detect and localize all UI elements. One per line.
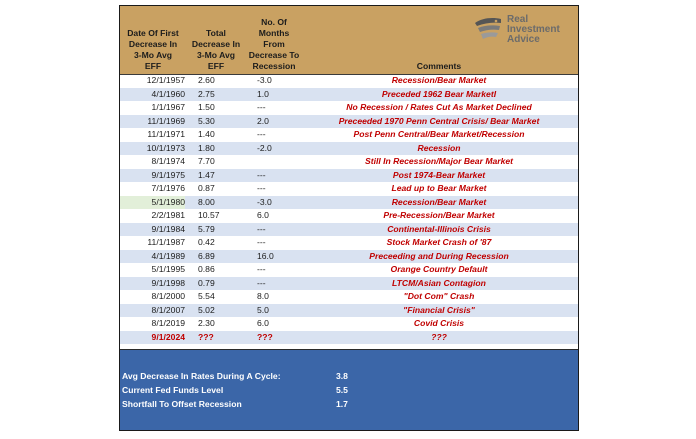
months-cell: 6.0 bbox=[257, 210, 269, 220]
date-cell: 8/1/2000 bbox=[151, 291, 185, 301]
months-cell: --- bbox=[257, 277, 266, 288]
date-cell: 8/1/2019 bbox=[151, 318, 185, 328]
months-cell: -2.0 bbox=[257, 142, 272, 153]
table-header bbox=[120, 6, 578, 75]
decrease-cell: 0.86 bbox=[198, 264, 215, 274]
header-text: Comments bbox=[416, 61, 462, 71]
header-months-to-recession bbox=[244, 6, 304, 74]
date-cell: 5/1/1995 bbox=[151, 264, 185, 274]
comment-cell: Lead up to Bear Market bbox=[391, 183, 487, 193]
decrease-cell: 10.57 bbox=[198, 210, 220, 220]
date-cell: 11/1/1987 bbox=[147, 237, 185, 247]
header-text: Decrease In bbox=[128, 39, 178, 49]
date-cell: 7/1/1976 bbox=[151, 183, 185, 193]
logo-text-line: Investment bbox=[507, 24, 560, 35]
table-row bbox=[120, 169, 578, 183]
summary-value-current-fed-funds: 5.5 bbox=[336, 385, 348, 395]
months-cell: 8.0 bbox=[257, 291, 269, 301]
months-cell: --- bbox=[257, 169, 266, 180]
table-row bbox=[120, 74, 578, 88]
table-row bbox=[120, 236, 578, 250]
date-cell: 10/1/1973 bbox=[146, 142, 185, 153]
table-row bbox=[120, 277, 578, 291]
date-cell: 1/1/1967 bbox=[151, 102, 185, 112]
decrease-cell: 2.75 bbox=[198, 88, 215, 99]
decrease-cell: 7.70 bbox=[198, 156, 215, 166]
date-cell: 8/1/2007 bbox=[151, 304, 185, 315]
table-row bbox=[120, 155, 578, 169]
months-cell: 5.0 bbox=[257, 304, 269, 315]
date-cell: 9/1/2024 bbox=[151, 331, 185, 342]
date-cell: 9/1/1984 bbox=[151, 223, 185, 234]
comment-cell: Recession bbox=[417, 142, 461, 153]
table-body bbox=[120, 74, 578, 344]
summary-value-shortfall: 1.7 bbox=[336, 399, 348, 409]
header-text: Months bbox=[258, 28, 290, 38]
months-cell: --- bbox=[257, 264, 266, 274]
table-row bbox=[120, 142, 578, 156]
header-total-decrease bbox=[186, 6, 246, 74]
table-row bbox=[120, 101, 578, 115]
months-cell: --- bbox=[257, 223, 266, 234]
date-cell: 11/1/1971 bbox=[147, 129, 185, 139]
date-cell: 5/1/1980 bbox=[120, 196, 185, 210]
header-text: 3-Mo Avg bbox=[133, 50, 173, 60]
months-cell: -3.0 bbox=[257, 196, 272, 207]
table-row bbox=[120, 250, 578, 264]
header-text: From bbox=[263, 39, 285, 49]
comment-cell: "Financial Crisis" bbox=[403, 304, 475, 315]
comment-cell: Recession/Bear Market bbox=[391, 196, 487, 207]
summary-value-avg-decrease: 3.8 bbox=[336, 371, 348, 381]
comment-cell: ??? bbox=[431, 331, 447, 342]
table-row bbox=[120, 317, 578, 331]
table-row bbox=[120, 304, 578, 318]
header-date-first-decrease bbox=[120, 6, 186, 74]
months-cell: 6.0 bbox=[257, 318, 269, 328]
spreadsheet-table bbox=[119, 5, 579, 431]
date-cell: 4/1/1960 bbox=[151, 88, 185, 99]
summary-label-avg-decrease: Avg Decrease In Rates During A Cycle: bbox=[122, 371, 281, 381]
header-text: Recession bbox=[252, 61, 296, 71]
decrease-cell: 0.87 bbox=[198, 183, 215, 193]
comment-cell: Pre-Recession/Bear Market bbox=[383, 210, 495, 220]
decrease-cell: 1.80 bbox=[198, 142, 215, 153]
date-cell: 2/2/1981 bbox=[151, 210, 185, 220]
months-cell: -3.0 bbox=[257, 75, 272, 85]
comment-cell: Post Penn Central/Bear Market/Recession bbox=[353, 129, 525, 139]
header-text: Date Of First bbox=[127, 28, 179, 38]
decrease-cell: 5.79 bbox=[198, 223, 215, 234]
decrease-cell: 6.89 bbox=[198, 250, 215, 261]
date-cell: 9/1/1998 bbox=[151, 277, 185, 288]
comment-cell: Stock Market Crash of '87 bbox=[386, 237, 492, 247]
table-row bbox=[120, 128, 578, 142]
table-row bbox=[120, 290, 578, 304]
summary-label-current-fed-funds: Current Fed Funds Level bbox=[122, 385, 224, 395]
comment-cell: Recession/Bear Market bbox=[391, 75, 487, 85]
date-cell: 8/1/1974 bbox=[151, 156, 185, 166]
table-row bbox=[120, 182, 578, 196]
comment-cell: No Recession / Rates Cut As Market Declined bbox=[346, 102, 532, 112]
decrease-cell: 5.30 bbox=[198, 115, 215, 126]
date-cell: 11/1/1969 bbox=[147, 115, 185, 126]
table-row bbox=[120, 331, 578, 345]
comment-cell: Covid Crisis bbox=[413, 318, 465, 328]
decrease-cell: 1.40 bbox=[198, 129, 215, 139]
real-investment-advice-logo bbox=[474, 15, 574, 49]
table-row bbox=[120, 196, 578, 210]
comment-cell: Preceeding and During Recession bbox=[369, 250, 509, 261]
logo-text-line: Advice bbox=[507, 34, 540, 45]
table-row bbox=[120, 115, 578, 129]
decrease-cell: 8.00 bbox=[198, 196, 215, 207]
comment-cell: LTCM/Asian Contagion bbox=[392, 277, 486, 288]
header-text: 3-Mo Avg bbox=[196, 50, 236, 60]
header-text: No. Of bbox=[261, 17, 287, 27]
decrease-cell: 0.79 bbox=[198, 277, 215, 288]
months-cell: --- bbox=[257, 183, 266, 193]
comment-cell: Continental-Illinois Crisis bbox=[387, 223, 491, 234]
decrease-cell: 1.47 bbox=[198, 169, 215, 180]
table-row bbox=[120, 263, 578, 277]
comment-cell: Still In Recession/Major Bear Market bbox=[364, 156, 514, 166]
decrease-cell: 5.02 bbox=[198, 304, 215, 315]
decrease-cell: 5.54 bbox=[198, 291, 215, 301]
months-cell: --- bbox=[257, 237, 266, 247]
comment-cell: "Dot Com" Crash bbox=[403, 291, 475, 301]
comment-cell: Preceded 1962 Bear MarketI bbox=[381, 88, 497, 99]
comment-cell: Orange Country Default bbox=[390, 264, 488, 274]
decrease-cell: ??? bbox=[198, 331, 214, 342]
header-text: Total bbox=[206, 28, 226, 38]
header-text: Decrease To bbox=[248, 50, 300, 60]
table-row bbox=[120, 209, 578, 223]
header-text: Decrease In bbox=[191, 39, 241, 49]
logo-wordmark bbox=[507, 15, 560, 45]
decrease-cell: 0.42 bbox=[198, 237, 215, 247]
decrease-cell: 2.30 bbox=[198, 318, 215, 328]
months-cell: 1.0 bbox=[257, 88, 269, 99]
header-text: EFF bbox=[207, 61, 225, 71]
summary-panel bbox=[120, 349, 578, 431]
table-row bbox=[120, 88, 578, 102]
summary-label-shortfall: Shortfall To Offset Recession bbox=[122, 399, 242, 409]
date-cell: 12/1/1957 bbox=[146, 75, 185, 85]
months-cell: --- bbox=[257, 102, 266, 112]
months-cell: 2.0 bbox=[257, 115, 269, 126]
date-cell: 4/1/1989 bbox=[151, 250, 185, 261]
comment-cell: Preceeded 1970 Penn Central Crisis/ Bear Market bbox=[338, 115, 540, 126]
months-cell: 16.0 bbox=[257, 250, 274, 261]
eagle-logo-icon bbox=[474, 15, 502, 43]
table-row bbox=[120, 223, 578, 237]
comment-cell: Post 1974-Bear Market bbox=[392, 169, 486, 180]
decrease-cell: 1.50 bbox=[198, 102, 215, 112]
logo-text-line: Real bbox=[507, 14, 529, 25]
months-cell: ??? bbox=[257, 331, 273, 342]
date-cell: 9/1/1975 bbox=[151, 169, 185, 180]
decrease-cell: 2.60 bbox=[198, 75, 215, 85]
months-cell: --- bbox=[257, 129, 266, 139]
header-text: EFF bbox=[144, 61, 162, 71]
